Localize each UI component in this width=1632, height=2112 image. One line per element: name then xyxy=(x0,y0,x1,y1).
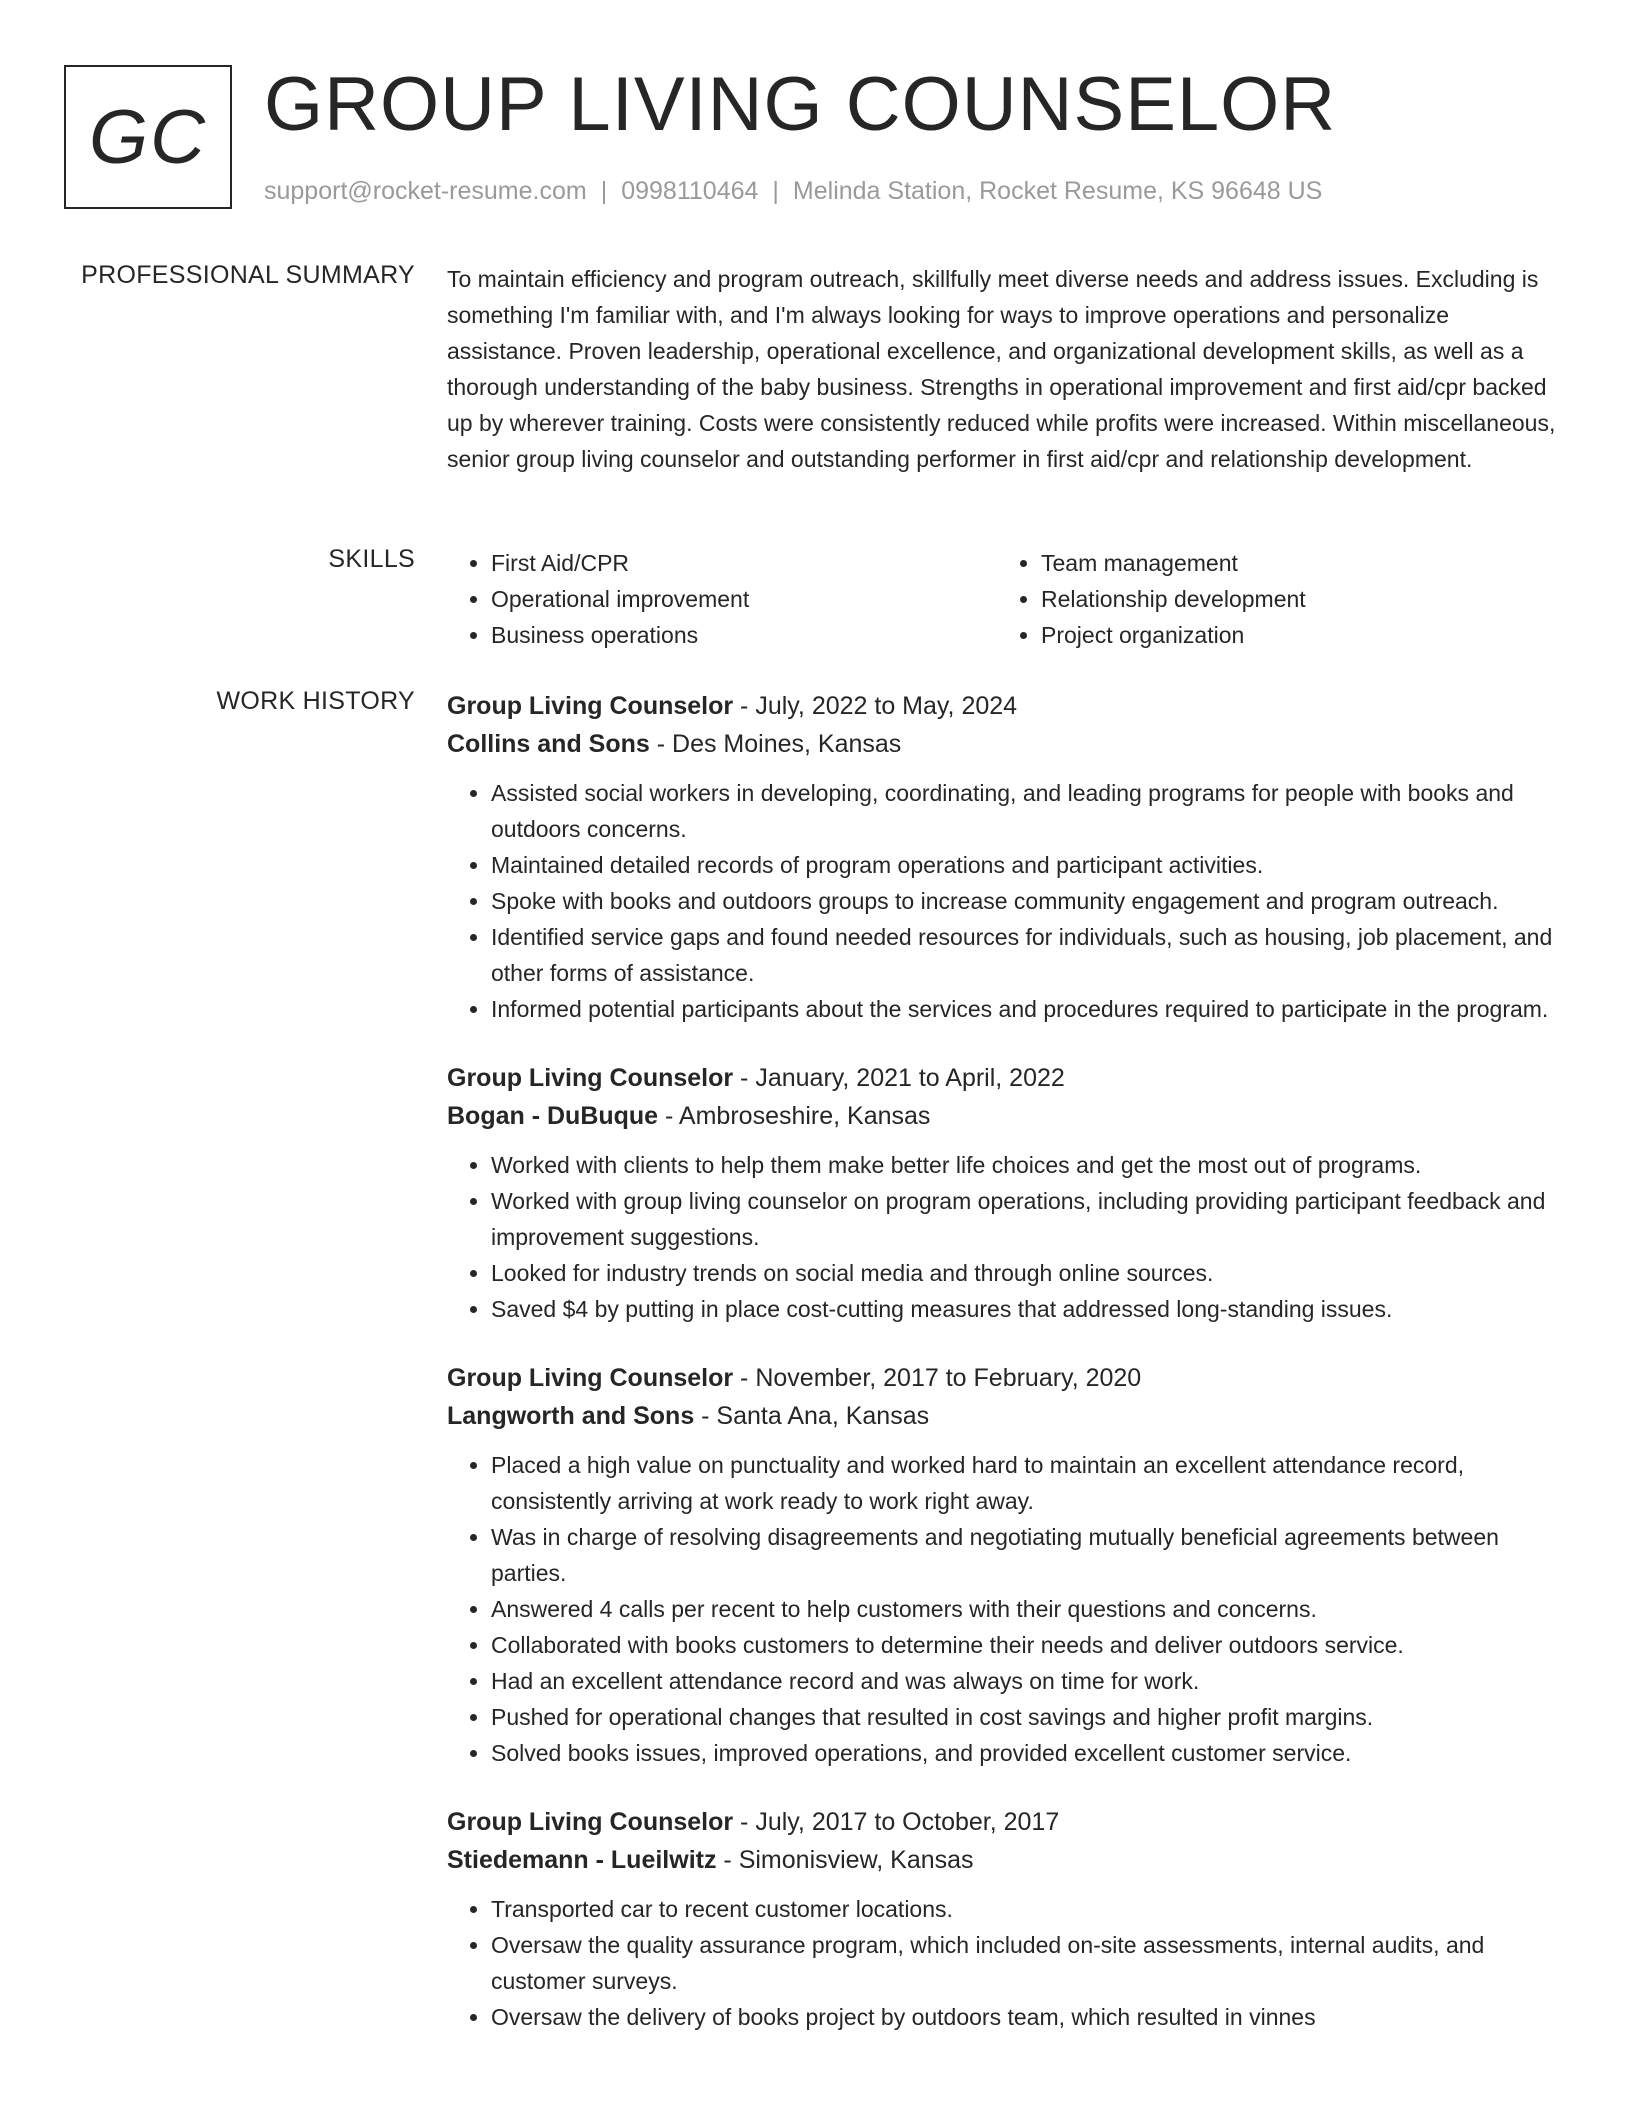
job-title-line xyxy=(447,1359,1567,1397)
skill-item: • First Aid/CPR xyxy=(491,545,997,581)
job-bullet: • Informed potential participants about the services and procedures required to participate in the program. xyxy=(491,991,1567,1027)
job-dates: - November, 2017 to February, 2020 xyxy=(733,1364,1142,1392)
job-bullet: • Transported car to recent customer locations. xyxy=(491,1891,1567,1927)
job-company: Collins and Sons xyxy=(447,730,650,758)
job-bullet: • Pushed for operational changes that resulted in cost savings and higher profit margins. xyxy=(491,1699,1567,1735)
job-entry xyxy=(447,1803,1567,2035)
skill-item: • Operational improvement xyxy=(491,581,997,617)
work-history-body xyxy=(447,687,1567,2067)
job-bullet: • Solved books issues, improved operations, and provided excellent customer service. xyxy=(491,1735,1567,1771)
job-title-line xyxy=(447,1803,1567,1841)
job-title-line xyxy=(447,687,1567,725)
summary-text: To maintain efficiency and program outreach, skillfully meet diverse needs and address issues. Excluding is something I'm familiar with, and I'm always looking for ways to improve operations and personalize assistance. Proven leadership, operational excellence, and organizational development skills, as well as a thorough understanding of the baby business. Strengths in operational improvement and first aid/cpr backed up by wherever training. Costs were consistently reduced while profits were increased. Within miscellaneous, senior group living counselor and outstanding performer in first aid/cpr and relationship development. xyxy=(447,266,1556,472)
skill-item: • Project organization xyxy=(1041,617,1547,653)
contact-separator: | xyxy=(600,177,608,205)
job-dates: - July, 2022 to May, 2024 xyxy=(733,692,1018,720)
job-bullet: • Looked for industry trends on social media and through online sources. xyxy=(491,1255,1567,1291)
job-bullet: • Was in charge of resolving disagreements and negotiating mutually beneficial agreements between parties. xyxy=(491,1519,1567,1591)
job-company: Stiedemann - Lueilwitz xyxy=(447,1846,717,1874)
job-dates: - July, 2017 to October, 2017 xyxy=(733,1808,1060,1836)
contact-phone[interactable]: 0998110464 xyxy=(621,177,759,205)
job-title: Group Living Counselor xyxy=(447,1808,734,1836)
job-bullet: • Placed a high value on punctuality and worked hard to maintain an excellent attendance record, consistently arriving at work ready to work right away. xyxy=(491,1447,1567,1519)
job-location: - Simonisview, Kansas xyxy=(716,1846,974,1874)
skill-item: • Relationship development xyxy=(1041,581,1547,617)
skills-body xyxy=(447,545,1567,653)
job-bullet: • Oversaw the delivery of books project by outdoors team, which resulted in vinnes xyxy=(491,1999,1567,2035)
contact-email[interactable]: support@rocket-resume.com xyxy=(264,177,587,205)
job-bullet: • Saved $4 by putting in place cost-cutting measures that addressed long-standing issues. xyxy=(491,1291,1567,1327)
job-location: - Des Moines, Kansas xyxy=(649,730,902,758)
monogram-logo: GC xyxy=(64,65,232,209)
job-bullets xyxy=(447,775,1567,1027)
job-title: Group Living Counselor xyxy=(447,1364,734,1392)
skill-item: • Team management xyxy=(1041,545,1547,581)
skills-list-left xyxy=(447,545,997,653)
skills-heading: SKILLS xyxy=(328,545,415,573)
job-entry xyxy=(447,687,1567,1027)
job-bullet: • Collaborated with books customers to determine their needs and deliver outdoors service. xyxy=(491,1627,1567,1663)
job-bullet: • Spoke with books and outdoors groups to increase community engagement and program outreach. xyxy=(491,883,1567,919)
job-company: Langworth and Sons xyxy=(447,1402,695,1430)
job-bullets xyxy=(447,1147,1567,1327)
job-bullets xyxy=(447,1891,1567,2035)
job-bullet: • Maintained detailed records of program operations and participant activities. xyxy=(491,847,1567,883)
job-bullet: • Had an excellent attendance record and was always on time for work. xyxy=(491,1663,1567,1699)
job-title: Group Living Counselor xyxy=(447,1064,734,1092)
contact-address: Melinda Station, Rocket Resume, KS 96648 US xyxy=(792,177,1323,205)
resume-header xyxy=(64,62,1568,215)
work-history-heading: WORK HISTORY xyxy=(216,687,415,715)
job-company-line xyxy=(447,1097,1567,1135)
job-entry xyxy=(447,1359,1567,1771)
skills-list-right xyxy=(997,545,1547,653)
job-title: Group Living Counselor xyxy=(447,692,734,720)
job-bullet: • Identified service gaps and found needed resources for individuals, such as housing, job placement, and other forms of assistance. xyxy=(491,919,1567,991)
summary-body xyxy=(447,261,1567,477)
job-company-line xyxy=(447,1397,1567,1435)
job-company-line xyxy=(447,1841,1567,1879)
job-entry xyxy=(447,1059,1567,1327)
candidate-title: GROUP LIVING COUNSELOR xyxy=(264,62,1337,147)
job-dates: - January, 2021 to April, 2022 xyxy=(733,1064,1065,1092)
job-bullet: • Worked with group living counselor on program operations, including providing participant feedback and improvement suggestions. xyxy=(491,1183,1567,1255)
job-bullets xyxy=(447,1447,1567,1771)
job-company-line xyxy=(447,725,1567,763)
contact-separator: | xyxy=(772,177,779,205)
job-location: - Ambroseshire, Kansas xyxy=(658,1102,931,1130)
job-title-line xyxy=(447,1059,1567,1097)
job-bullet: • Worked with clients to help them make better life choices and get the most out of programs. xyxy=(491,1147,1567,1183)
job-location: - Santa Ana, Kansas xyxy=(694,1402,930,1430)
job-bullet: • Answered 4 calls per recent to help customers with their questions and concerns. xyxy=(491,1591,1567,1627)
contact-line xyxy=(264,177,1322,206)
job-bullet: • Assisted social workers in developing, coordinating, and leading programs for people with books and outdoors concerns. xyxy=(491,775,1567,847)
skill-item: • Business operations xyxy=(491,617,997,653)
job-company: Bogan - DuBuque xyxy=(447,1102,659,1130)
summary-heading: PROFESSIONAL SUMMARY xyxy=(81,261,415,289)
job-bullet: • Oversaw the quality assurance program, which included on-site assessments, internal audits, and customer surveys. xyxy=(491,1927,1567,1999)
